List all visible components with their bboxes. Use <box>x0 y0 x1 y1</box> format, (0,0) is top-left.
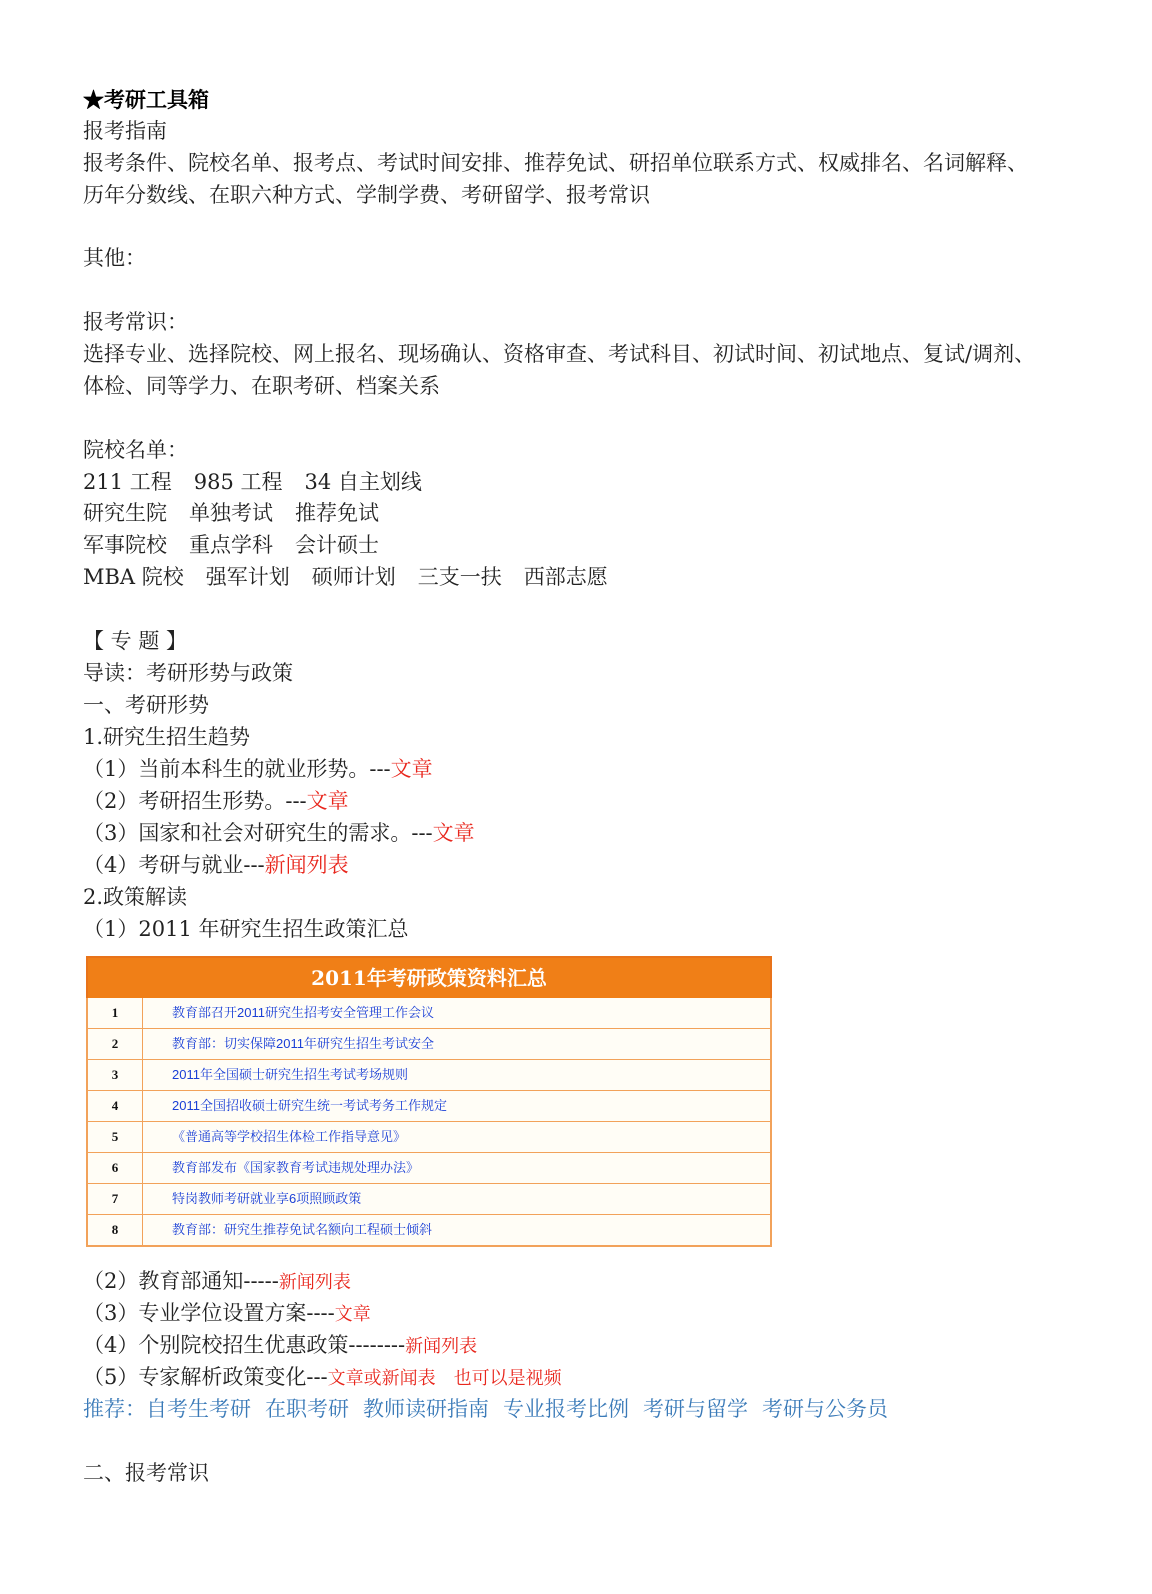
table-row <box>88 1184 770 1215</box>
article-or-video-link[interactable]: 文章或新闻表 也可以是视频 <box>327 1368 562 1389</box>
school-link[interactable]: 研究生院 <box>83 501 167 525</box>
common-line-2: 体检、同等学力、在职考研、档案关系 <box>83 374 440 398</box>
school-link[interactable]: 强军计划 <box>205 565 290 589</box>
policy-link[interactable]: 教育部：切实保障2011年研究生招生考试安全 <box>172 1036 434 1051</box>
school-link[interactable]: 军事院校 <box>83 533 167 557</box>
table-row <box>88 998 770 1029</box>
table-row <box>88 1122 770 1153</box>
news-list-link[interactable]: 新闻列表 <box>405 1336 478 1357</box>
school-link[interactable]: 会计硕士 <box>295 533 379 557</box>
topic-label: 【 专 题 】 <box>83 629 188 653</box>
school-link[interactable]: 34 自主划线 <box>304 470 422 494</box>
item-text: （4）考研与就业--- <box>83 853 265 877</box>
policy-link[interactable]: 教育部：研究生推荐免试名额向工程硕士倾斜 <box>172 1222 433 1237</box>
trend-item-4 <box>83 850 349 881</box>
common-line-1: 选择专业、选择院校、网上报名、现场确认、资格审查、考试科目、初试时间、初试地点、复试/调剂、 <box>83 342 1036 366</box>
policy-table-body <box>86 998 772 1247</box>
school-link[interactable]: 211 工程 <box>83 470 172 494</box>
item-text: （5）专家解析政策变化--- <box>83 1365 328 1389</box>
schools-row-3 <box>83 530 379 561</box>
table-row <box>88 1215 770 1245</box>
article-link[interactable]: 文章 <box>334 1304 371 1325</box>
schools-row-4 <box>83 562 608 593</box>
school-link[interactable]: 985 工程 <box>193 470 283 494</box>
toolbox-title: ★考研工具箱 <box>83 87 209 112</box>
row-number: 4 <box>88 1091 143 1121</box>
school-link[interactable]: 单独考试 <box>189 501 273 525</box>
section-2-heading: 2.政策解读 <box>83 885 188 909</box>
trend-item-1 <box>83 754 433 785</box>
school-link[interactable]: 硕师计划 <box>311 565 396 589</box>
policy-link[interactable]: 2011年全国硕士研究生招生考试考场规则 <box>172 1067 408 1082</box>
policy-summary-table <box>86 956 784 1257</box>
recommend-link[interactable]: 考研与公务员 <box>762 1397 888 1421</box>
item-text: （2）考研招生形势。--- <box>83 789 307 813</box>
trend-item-3 <box>83 818 475 849</box>
policy-item-4 <box>83 1330 477 1362</box>
policy-item-1: （1）2011 年研究生招生政策汇总 <box>83 917 409 941</box>
article-link[interactable]: 文章 <box>432 821 475 845</box>
school-link[interactable]: MBA 院校 <box>83 565 184 589</box>
schools-row-2 <box>83 498 379 529</box>
item-text: （3）专业学位设置方案---- <box>83 1301 335 1325</box>
item-text: （4）个别院校招生优惠政策-------- <box>83 1333 406 1357</box>
news-list-link[interactable]: 新闻列表 <box>278 1272 351 1293</box>
trend-item-2 <box>83 786 349 817</box>
policy-link[interactable]: 教育部召开2011研究生招考安全管理工作会议 <box>172 1005 434 1020</box>
row-number: 3 <box>88 1060 143 1090</box>
table-row <box>88 1153 770 1184</box>
policy-item-5 <box>83 1362 562 1394</box>
topic-intro: 导读：考研形势与政策 <box>83 661 293 685</box>
policy-item-3 <box>83 1298 371 1330</box>
school-link[interactable]: 三支一扶 <box>417 565 502 589</box>
item-text: （2）教育部通知----- <box>83 1269 279 1293</box>
row-number: 2 <box>88 1029 143 1059</box>
article-link[interactable]: 文章 <box>390 757 433 781</box>
article-link[interactable]: 文章 <box>306 789 349 813</box>
news-list-link[interactable]: 新闻列表 <box>264 853 349 877</box>
recommend-link[interactable]: 推荐：自考生考研 <box>83 1397 251 1421</box>
row-number: 7 <box>88 1184 143 1214</box>
recommend-link[interactable]: 考研与留学 <box>643 1397 748 1421</box>
item-text: （3）国家和社会对研究生的需求。--- <box>83 821 433 845</box>
school-link[interactable]: 推荐免试 <box>295 501 379 525</box>
guide-heading: 报考指南 <box>83 119 167 143</box>
table-row <box>88 1060 770 1091</box>
part-2-heading: 二、报考常识 <box>83 1461 209 1485</box>
policy-link[interactable]: 教育部发布《国家教育考试违规处理办法》 <box>172 1160 420 1175</box>
policy-table-title: 2011年考研政策资料汇总 <box>86 956 772 1000</box>
schools-heading: 院校名单： <box>83 438 188 462</box>
part-1-heading: 一、考研形势 <box>83 693 209 717</box>
row-number: 6 <box>88 1153 143 1183</box>
common-heading: 报考常识： <box>83 310 188 334</box>
policy-item-2 <box>83 1266 351 1298</box>
guide-line-2: 历年分数线、在职六种方式、学制学费、考研留学、报考常识 <box>83 183 650 207</box>
section-1-heading: 1.研究生招生趋势 <box>83 725 251 749</box>
schools-row-1 <box>83 467 422 498</box>
row-number: 8 <box>88 1215 143 1245</box>
table-row <box>88 1091 770 1122</box>
school-link[interactable]: 重点学科 <box>189 533 273 557</box>
recommend-link[interactable]: 专业报考比例 <box>503 1397 629 1421</box>
item-text: （1）当前本科生的就业形势。--- <box>83 757 391 781</box>
row-number: 5 <box>88 1122 143 1152</box>
recommend-link[interactable]: 在职考研 <box>265 1397 349 1421</box>
policy-link[interactable]: 特岗教师考研就业享6项照顾政策 <box>172 1191 362 1206</box>
other-label: 其他： <box>83 246 146 270</box>
row-number: 1 <box>88 998 143 1028</box>
recommend-links <box>83 1394 902 1425</box>
school-link[interactable]: 西部志愿 <box>523 565 608 589</box>
table-row <box>88 1029 770 1060</box>
recommend-link[interactable]: 教师读研指南 <box>363 1397 489 1421</box>
policy-link[interactable]: 《普通高等学校招生体检工作指导意见》 <box>172 1129 407 1144</box>
guide-line-1: 报考条件、院校名单、报考点、考试时间安排、推荐免试、研招单位联系方式、权威排名、名词解释、 <box>83 151 1028 175</box>
policy-link[interactable]: 2011全国招收硕士研究生统一考试考务工作规定 <box>172 1098 447 1113</box>
